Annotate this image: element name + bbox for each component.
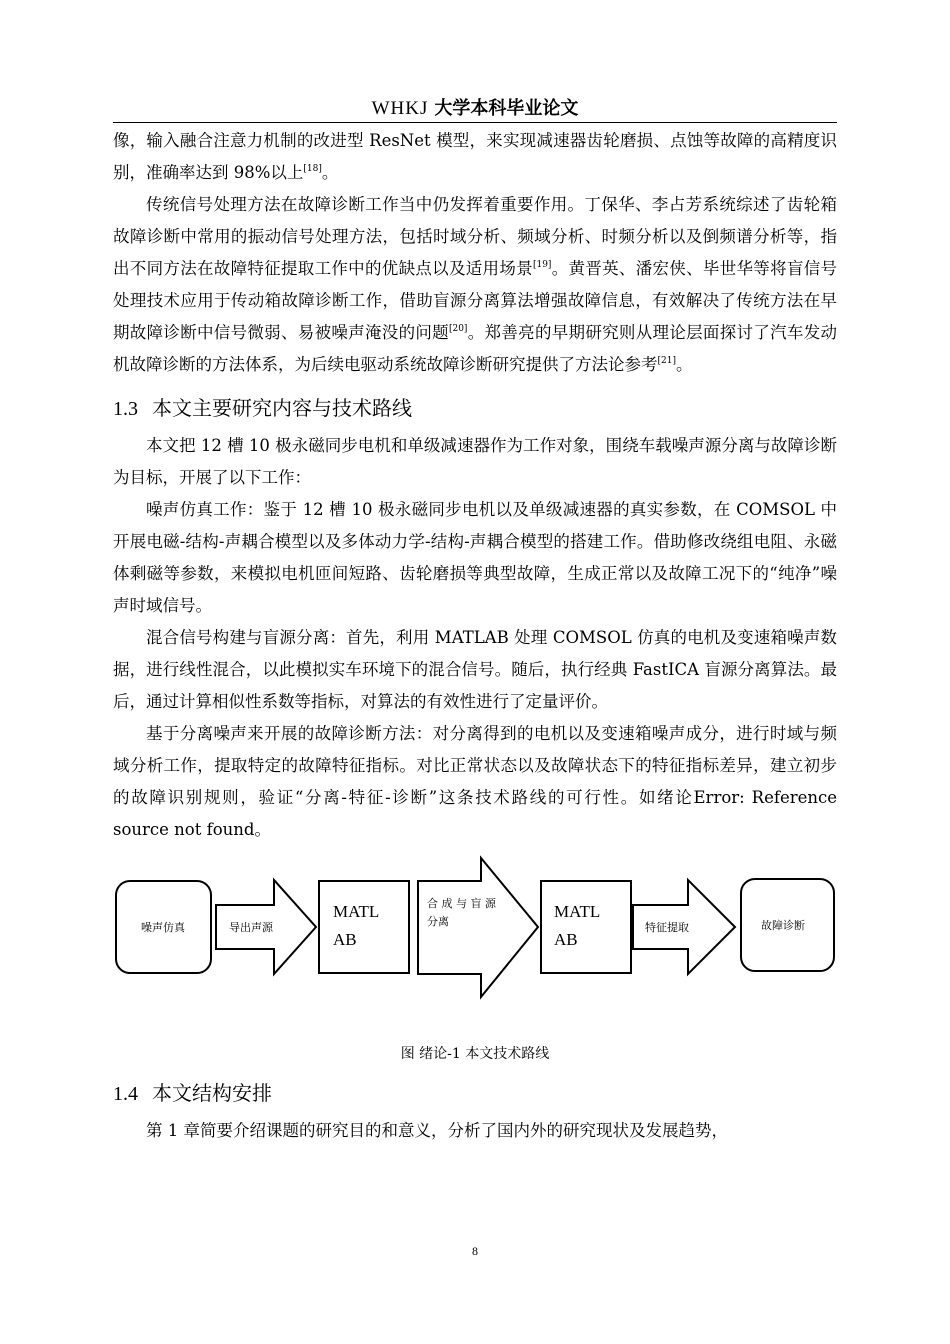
paragraph-2-text-c: 。郑善亮的早期研究则从理论层面探讨了汽车发动机故障诊断的方法体系，为后续电驱动系统故障诊断研究提供了方法论参考 — [113, 323, 838, 374]
paragraph-4: 噪声仿真工作：鉴于 12 槽 10 极永磁同步电机以及单级减速器的真实参数，在 COMSOL 中开展电磁-结构-声耦合模型以及多体动力学-结构-声耦合模型的搭建工作。借助修改绕组电阻、永磁体剩磁等参数，来模拟电机匝间短路、齿轮磨损等典型故障，生成正常以及故障工况下的“纯净”噪声时域信号。 — [113, 500, 837, 615]
flow-box-noise-simulation-label: 噪声仿真 — [141, 921, 185, 934]
citation-18: [18] — [303, 164, 322, 174]
paragraph-1-text: 像，输入融合注意力机制的改进型 ResNet 模型，来实现减速器齿轮磨损、点蚀等故障的高精度识别，准确率达到 98%以上 — [113, 131, 837, 182]
section-title-1-4: 本文结构安排 — [152, 1081, 272, 1105]
flow-box-matlab-2-line1: MATL — [554, 902, 601, 921]
page-body — [113, 125, 837, 1147]
page-number: 8 — [472, 1244, 478, 1258]
figure-caption: 图 绪论-1 本文技术路线 — [400, 1046, 550, 1062]
paragraph-7: 第 1 章简要介绍课题的研究目的和意义，分析了国内外的研究现状及发展趋势， — [146, 1121, 728, 1140]
paragraph-5: 混合信号构建与盲源分离：首先，利用 MATLAB 处理 COMSOL 仿真的电机及变速箱噪声数据，进行线性混合，以此模拟实车环境下的混合信号。随后，执行经典 FastICA 盲源分离算法。最后，通过计算相似性系数等指标，对算法的有效性进行了定量评价。 — [113, 628, 837, 711]
paragraph-2 — [113, 189, 837, 381]
flow-arrow-mix-separation-line2: 分离 — [427, 915, 449, 928]
flow-box-matlab-2-line2: AB — [554, 930, 578, 949]
technical-route-figure — [113, 854, 837, 1024]
paragraph-1 — [113, 125, 837, 189]
citation-19: [19] — [532, 260, 552, 270]
technical-route-diagram — [113, 854, 837, 1024]
flow-arrow-feature-extraction-label: 特征提取 — [645, 921, 689, 934]
flow-arrow-export-source-label: 导出声源 — [229, 921, 273, 934]
flow-box-matlab-1 — [319, 881, 409, 973]
section-number-1-3: 1.3 — [113, 398, 138, 420]
page-header — [113, 94, 837, 123]
paragraph-2-end: 。 — [675, 355, 693, 374]
flow-box-matlab-1-line2: AB — [333, 930, 357, 949]
flow-box-matlab-1-line1: MATL — [333, 902, 380, 921]
section-heading-1-4 — [113, 1076, 837, 1111]
flow-box-matlab-2 — [541, 881, 631, 973]
section-heading-1-3 — [113, 391, 837, 426]
flow-arrow-mix-separation-line1: 合 成 与 盲 源 — [427, 897, 496, 910]
paragraph-6: 基于分离噪声来开展的故障诊断方法：对分离得到的电机以及变速箱噪声成分，进行时域与频域分析工作，提取特定的故障特征指标。对比正常状态以及故障状态下的特征指标差异，建立初步的故障识别规则，验证“分离-特征-诊断”这条技术路线的可行性。如绪论Error: Reference source not found。 — [113, 724, 837, 839]
paragraph-2-text-a: 传统信号处理方法在故障诊断工作当中仍发挥着重要作用。丁保华、李占芳系统综述了齿轮箱故障诊断中常用的振动信号处理方法，包括时域分析、频域分析、时频分析以及倒频谱分析等，指出不同方法在故障特征提取工作中的优缺点以及适用场景 — [113, 195, 837, 278]
header-latin: WHKJ — [371, 98, 429, 119]
section-title-1-3: 本文主要研究内容与技术路线 — [152, 396, 412, 420]
citation-20: [20] — [448, 324, 468, 334]
paragraph-3: 本文把 12 槽 10 极永磁同步电机和单级减速器作为工作对象，围绕车载噪声源分离与故障诊断为目标，开展了以下工作： — [113, 436, 837, 487]
citation-21: [21] — [657, 356, 676, 366]
section-number-1-4: 1.4 — [113, 1083, 138, 1105]
paragraph-2-text-b: 。黄晋英、潘宏侠、毕世华等将盲信号处理技术应用于传动箱故障诊断工作，借助盲源分离算法增强故障信息，有效解决了传统方法在早期故障诊断中信号微弱、易被噪声淹没的问题 — [113, 259, 838, 342]
paragraph-1-end: 。 — [321, 163, 339, 182]
header-title: 大学本科毕业论文 — [434, 98, 579, 119]
flow-box-fault-diagnosis-label: 故障诊断 — [761, 919, 805, 932]
